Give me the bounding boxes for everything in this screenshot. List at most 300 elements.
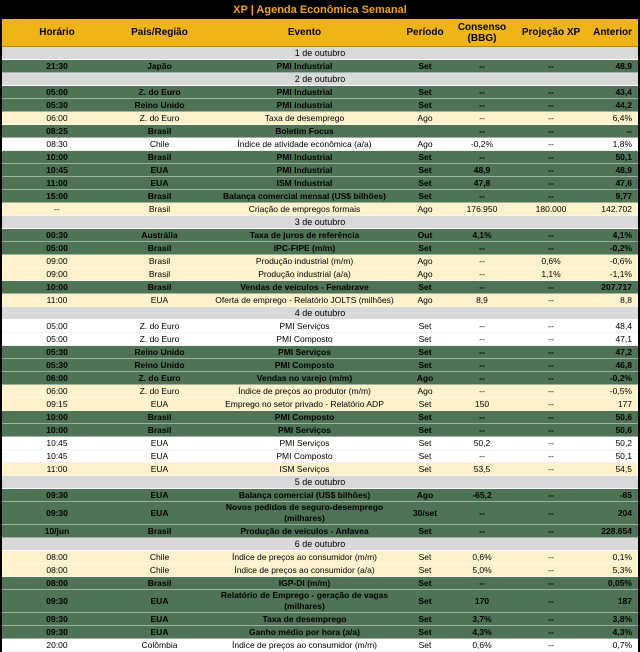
- event-consensus: 8,9: [476, 294, 488, 305]
- column-header-periodo: Período: [406, 27, 444, 38]
- event-consensus: --: [479, 99, 485, 110]
- event-name: Criação de empregos formais: [248, 203, 361, 214]
- event-time: 10:00: [46, 424, 68, 435]
- event-xp-projection: --: [548, 112, 554, 123]
- event-time: 05:30: [46, 359, 68, 370]
- event-time: 11:00: [46, 177, 68, 188]
- event-time: 05:00: [46, 86, 68, 97]
- event-region: EUA: [150, 489, 169, 500]
- event-time: 05:00: [46, 242, 68, 253]
- event-region: EUA: [150, 437, 169, 448]
- column-header-horario: Horário: [39, 27, 75, 38]
- event-time: 06:00: [46, 372, 68, 383]
- table-row: [2, 639, 638, 652]
- event-time: 20:00: [46, 639, 68, 650]
- event-time: 10:45: [46, 437, 68, 448]
- event-region: Brasil: [148, 268, 171, 279]
- event-xp-projection: --: [548, 507, 554, 518]
- event-region: Z. do Euro: [139, 333, 180, 344]
- table-row: [2, 626, 638, 639]
- event-time: 08:30: [46, 138, 68, 149]
- event-consensus: 3,7%: [472, 613, 492, 624]
- event-region: EUA: [150, 463, 169, 474]
- event-xp-projection: --: [548, 577, 554, 588]
- event-xp-projection: --: [548, 164, 554, 175]
- date-section-row: [2, 73, 638, 86]
- event-period: Set: [418, 99, 432, 110]
- event-prior: 3,8%: [612, 613, 632, 624]
- table-row: [2, 489, 638, 502]
- event-period: Set: [418, 398, 432, 409]
- event-consensus: --: [479, 255, 485, 266]
- event-prior: -1,1%: [609, 268, 632, 279]
- event-prior: 54,5: [615, 463, 632, 474]
- event-consensus: 4,1%: [472, 229, 492, 240]
- event-prior: -0,2%: [609, 372, 632, 383]
- table-row: [2, 203, 638, 216]
- event-xp-projection: --: [548, 450, 554, 461]
- event-region: Z. do Euro: [138, 372, 181, 383]
- event-name: PMI Composto: [274, 359, 335, 370]
- column-header-consenso: Consenso (BBG): [457, 21, 507, 44]
- event-period: Set: [418, 551, 432, 562]
- event-consensus: --: [479, 112, 485, 123]
- event-region: Brasil: [147, 125, 172, 136]
- event-period: Set: [418, 346, 432, 357]
- event-time: 05:00: [46, 333, 68, 344]
- event-prior: 50,1: [615, 151, 632, 162]
- event-time: 06:00: [46, 112, 68, 123]
- page-title: XP | Agenda Econômica Semanal: [2, 2, 638, 19]
- event-period: Set: [418, 626, 432, 637]
- event-xp-projection: --: [548, 229, 554, 240]
- event-name: PMI Industrial: [276, 164, 333, 175]
- event-region: Chile: [149, 551, 170, 562]
- event-region: EUA: [150, 507, 169, 518]
- event-period: Set: [418, 164, 432, 175]
- event-consensus: --: [479, 125, 485, 136]
- event-time: 10:00: [46, 151, 68, 162]
- event-region: Z. do Euro: [139, 385, 180, 396]
- event-prior: 47,1: [615, 333, 632, 344]
- event-xp-projection: --: [548, 242, 554, 253]
- event-period: Set: [418, 564, 432, 575]
- event-name: PMI Composto: [276, 333, 333, 344]
- event-xp-projection: --: [548, 551, 554, 562]
- event-name: PMI Serviços: [279, 437, 330, 448]
- event-region: Austrália: [141, 229, 178, 240]
- date-section-label: 1 de outubro: [294, 48, 346, 58]
- event-consensus: --: [479, 190, 485, 201]
- column-header-row: [2, 19, 638, 47]
- event-xp-projection: 1,1%: [541, 268, 561, 279]
- date-section-label: 2 de outubro: [294, 74, 346, 84]
- event-name: Produção industrial (a/a): [258, 268, 351, 279]
- event-xp-projection: --: [548, 424, 554, 435]
- event-consensus: --: [479, 320, 485, 331]
- event-time: 10:00: [46, 411, 68, 422]
- event-period: Set: [418, 359, 432, 370]
- event-xp-projection: --: [548, 359, 554, 370]
- event-consensus: --: [479, 372, 485, 383]
- event-prior: 4,3%: [612, 626, 632, 637]
- table-row: [2, 398, 638, 411]
- event-xp-projection: --: [548, 398, 554, 409]
- event-time: 08:25: [46, 125, 68, 136]
- event-time: 09:00: [46, 255, 68, 266]
- column-header-evento: Evento: [287, 27, 322, 38]
- event-consensus: -65,2: [472, 489, 492, 500]
- event-name: ISM Industrial: [276, 177, 333, 188]
- event-period: Set: [418, 437, 432, 448]
- event-consensus: --: [479, 424, 485, 435]
- event-prior: 8,8: [620, 294, 632, 305]
- event-period: Set: [418, 281, 432, 292]
- event-time: 09:30: [46, 613, 68, 624]
- event-time: 11:00: [46, 463, 68, 474]
- event-time: 05:30: [46, 346, 68, 357]
- event-name: PMI Industrial: [276, 99, 333, 110]
- event-prior: 47,2: [615, 346, 632, 357]
- event-xp-projection: --: [548, 346, 554, 357]
- event-prior: 187: [617, 595, 632, 606]
- table-row: [2, 411, 638, 424]
- event-region: Brasil: [147, 242, 172, 253]
- event-time: 08:00: [46, 577, 68, 588]
- event-name: Índice de preços ao consumidor (a/a): [234, 564, 375, 575]
- event-name: ISM Serviços: [279, 463, 330, 474]
- event-consensus: 47,8: [473, 177, 491, 188]
- event-time: 06:00: [46, 385, 68, 396]
- table-row: [2, 86, 638, 99]
- event-time: 09:30: [46, 489, 68, 500]
- event-xp-projection: --: [548, 385, 554, 396]
- event-period: Ago: [417, 203, 433, 214]
- table-row: [2, 333, 638, 346]
- event-region: EUA: [150, 164, 169, 175]
- table-row: [2, 294, 638, 307]
- event-name: Índice de preços ao consumidor (m/m): [231, 551, 378, 562]
- event-name: PMI Industrial: [276, 60, 333, 71]
- event-prior: 44,2: [615, 99, 632, 110]
- event-consensus: --: [479, 333, 485, 344]
- event-prior: 228.654: [601, 525, 632, 536]
- event-time: 10:45: [46, 450, 68, 461]
- event-prior: 1,8%: [612, 138, 632, 149]
- event-prior: 50,6: [615, 411, 632, 422]
- event-time: --: [54, 203, 60, 214]
- event-period: Set: [418, 613, 432, 624]
- table-row: [2, 551, 638, 564]
- table-row: [2, 268, 638, 281]
- event-name: Balança comercial mensal (US$ bilhões): [223, 190, 386, 201]
- event-period: Ago: [417, 268, 433, 279]
- table-row: [2, 437, 638, 450]
- event-period: Set: [418, 525, 432, 536]
- event-region: Z. do Euro: [138, 86, 181, 97]
- table-row: [2, 125, 638, 138]
- table-row: [2, 99, 638, 112]
- event-region: Brasil: [148, 203, 171, 214]
- event-name: PMI Serviços: [278, 424, 331, 435]
- event-consensus: -0,2%: [470, 138, 494, 149]
- event-xp-projection: --: [548, 639, 554, 650]
- event-name: Taxa de desemprego: [262, 613, 347, 624]
- event-xp-projection: --: [548, 177, 554, 188]
- event-name: Vendas de veículos - Fenabrave: [240, 281, 369, 292]
- event-xp-projection: --: [548, 411, 554, 422]
- event-time: 00:30: [46, 229, 68, 240]
- date-section-row: [2, 307, 638, 320]
- table-row: [2, 463, 638, 476]
- event-region: Chile: [149, 138, 170, 149]
- event-xp-projection: --: [548, 372, 554, 383]
- date-section-row: [2, 47, 638, 60]
- event-name: PMI Composto: [274, 411, 335, 422]
- event-period: Set: [418, 60, 432, 71]
- event-prior: 47,6: [615, 177, 632, 188]
- event-period: Set: [418, 411, 432, 422]
- event-consensus: --: [479, 507, 485, 518]
- event-consensus: 0,6%: [472, 551, 492, 562]
- event-prior: 0,1%: [612, 551, 632, 562]
- event-time: 09:00: [46, 268, 68, 279]
- event-prior: 50,1: [615, 450, 632, 461]
- table-row: [2, 590, 638, 613]
- event-name: Novos pedidos de seguro-desemprego (milhares): [225, 502, 384, 523]
- event-name: Oferta de emprego - Relatório JOLTS (milhões): [215, 294, 394, 305]
- date-section-label: 5 de outubro: [294, 477, 346, 487]
- event-prior: -65: [619, 489, 632, 500]
- event-region: Brasil: [147, 577, 172, 588]
- event-prior: -0,5%: [609, 385, 632, 396]
- event-time: 11:00: [46, 294, 68, 305]
- event-prior: -0,2%: [609, 242, 632, 253]
- event-region: Z. do Euro: [139, 320, 180, 331]
- event-xp-projection: --: [548, 281, 554, 292]
- event-xp-projection: --: [548, 463, 554, 474]
- table-row: [2, 564, 638, 577]
- table-row: [2, 346, 638, 359]
- event-xp-projection: 0,6%: [541, 255, 561, 266]
- event-period: Ago: [417, 112, 433, 123]
- event-region: Brasil: [147, 190, 172, 201]
- event-prior: 50,2: [615, 437, 632, 448]
- table-row: [2, 242, 638, 255]
- event-consensus: --: [479, 60, 485, 71]
- event-name: Taxa de desemprego: [264, 112, 345, 123]
- event-consensus: 150: [474, 398, 490, 409]
- event-prior: 5,3%: [612, 564, 632, 575]
- event-region: Brasil: [147, 281, 172, 292]
- event-region: EUA: [150, 398, 169, 409]
- column-header-pais: País/Região: [131, 27, 188, 38]
- event-prior: 4,1%: [612, 229, 632, 240]
- event-consensus: 53,5: [473, 463, 491, 474]
- event-prior: 43,4: [615, 86, 632, 97]
- event-time: 05:00: [46, 320, 68, 331]
- table-body: [2, 47, 638, 652]
- event-region: EUA: [150, 595, 169, 606]
- table-row: [2, 177, 638, 190]
- event-region: Brasil: [147, 424, 172, 435]
- event-consensus: 170: [474, 595, 490, 606]
- event-region: EUA: [150, 626, 169, 637]
- event-prior: 48,9: [615, 60, 632, 71]
- event-time: 09:30: [46, 507, 68, 518]
- event-xp-projection: --: [548, 595, 554, 606]
- event-period: Set: [418, 190, 432, 201]
- event-region: EUA: [150, 450, 169, 461]
- event-region: Colômbia: [141, 639, 178, 650]
- event-region: Reino Unido: [134, 99, 185, 110]
- event-name: PMI Industrial: [276, 151, 333, 162]
- event-consensus: 176.950: [466, 203, 498, 214]
- event-xp-projection: --: [548, 525, 554, 536]
- event-time: 09:30: [46, 626, 68, 637]
- table-row: [2, 502, 638, 525]
- event-name: Índice de atividade econômica (a/a): [237, 138, 372, 149]
- event-period: Ago: [416, 489, 434, 500]
- event-name: IPC-FIPE (m/m): [273, 242, 336, 253]
- event-period: Set: [418, 242, 432, 253]
- event-period: Set: [418, 320, 432, 331]
- event-period: Ago: [417, 385, 433, 396]
- event-region: Chile: [149, 564, 170, 575]
- column-header-projecao: Projeção XP: [521, 27, 581, 38]
- event-consensus: --: [479, 281, 485, 292]
- date-section-row: [2, 216, 638, 229]
- table-row: [2, 151, 638, 164]
- event-prior: 204: [617, 507, 632, 518]
- event-xp-projection: --: [548, 60, 554, 71]
- event-xp-projection: --: [548, 151, 554, 162]
- table-row: [2, 577, 638, 590]
- event-prior: --: [626, 125, 632, 136]
- event-name: Emprego no setor privado - Relatório ADP: [225, 398, 384, 409]
- event-time: 09:15: [46, 398, 68, 409]
- table-row: [2, 359, 638, 372]
- event-xp-projection: --: [548, 190, 554, 201]
- event-consensus: --: [479, 385, 485, 396]
- event-name: PMI Industrial: [276, 86, 333, 97]
- date-section-label: 6 de outubro: [294, 539, 346, 549]
- table-row: [2, 320, 638, 333]
- event-consensus: 50,2: [473, 437, 491, 448]
- event-xp-projection: --: [548, 320, 554, 331]
- event-region: Reino Unido: [134, 346, 185, 357]
- event-time: 10/jun: [44, 525, 70, 536]
- event-region: EUA: [150, 294, 169, 305]
- event-xp-projection: --: [548, 125, 554, 136]
- event-region: Brasil: [147, 151, 172, 162]
- table-row: [2, 450, 638, 463]
- event-name: Índice de preços ao consumidor (m/m): [231, 639, 378, 650]
- date-section-row: [2, 538, 638, 551]
- event-prior: 177: [617, 398, 632, 409]
- event-period: Set: [418, 333, 432, 344]
- event-name: PMI Serviços: [278, 346, 331, 357]
- event-period: Set: [418, 577, 432, 588]
- event-period: Set: [418, 177, 432, 188]
- event-prior: 207.717: [601, 281, 632, 292]
- event-region: Z. do Euro: [139, 112, 180, 123]
- event-prior: 142.702: [601, 203, 632, 214]
- event-time: 15:00: [46, 190, 68, 201]
- event-xp-projection: --: [548, 333, 554, 344]
- event-region: Brasil: [147, 525, 172, 536]
- event-period: Ago: [417, 255, 433, 266]
- table-row: [2, 164, 638, 177]
- event-consensus: --: [479, 346, 485, 357]
- table-row: [2, 112, 638, 125]
- event-period: 30/set: [412, 507, 438, 518]
- table-row: [2, 385, 638, 398]
- table-row: [2, 229, 638, 242]
- event-region: Japão: [147, 60, 172, 71]
- event-period: Set: [418, 424, 432, 435]
- event-prior: 0,7%: [612, 639, 632, 650]
- table-row: [2, 138, 638, 151]
- table-row: [2, 525, 638, 538]
- event-consensus: --: [479, 359, 485, 370]
- event-consensus: --: [479, 242, 485, 253]
- event-name: Balança comercial (US$ bilhões): [238, 489, 371, 500]
- date-section-row: [2, 476, 638, 489]
- event-prior: 48,4: [615, 320, 632, 331]
- date-section-label: 3 de outubro: [294, 217, 346, 227]
- event-xp-projection: --: [548, 613, 554, 624]
- event-period: Ago: [417, 294, 433, 305]
- event-prior: 50,6: [615, 424, 632, 435]
- event-consensus: --: [479, 525, 485, 536]
- event-consensus: 4,3%: [472, 626, 492, 637]
- event-name: PMI Serviços: [279, 320, 330, 331]
- event-period: Set: [418, 639, 432, 650]
- event-period: Set: [418, 151, 432, 162]
- event-prior: 0,05%: [607, 577, 632, 588]
- event-xp-projection: --: [548, 99, 554, 110]
- event-prior: -0,6%: [609, 255, 632, 266]
- event-period: Set: [418, 86, 432, 97]
- event-time: 09:30: [46, 595, 68, 606]
- event-consensus: --: [479, 151, 485, 162]
- event-name: PMI Composto: [276, 450, 333, 461]
- event-time: 08:00: [46, 551, 68, 562]
- event-xp-projection: --: [548, 626, 554, 637]
- column-header-anterior: Anterior: [593, 27, 632, 38]
- event-xp-projection: --: [548, 86, 554, 97]
- event-xp-projection: --: [548, 564, 554, 575]
- event-name: Produção industrial (m/m): [255, 255, 354, 266]
- event-xp-projection: 180.000: [535, 203, 567, 214]
- event-name: Ganho médio por hora (a/a): [249, 626, 360, 637]
- event-prior: 9,77: [615, 190, 632, 201]
- event-period: Set: [418, 595, 432, 606]
- event-consensus: 48,9: [473, 164, 491, 175]
- event-name: Índice de preços ao produtor (m/m): [238, 385, 371, 396]
- event-xp-projection: --: [548, 437, 554, 448]
- event-name: Relatório de Emprego - geração de vagas (milhares): [220, 590, 389, 611]
- event-region: Reino Unido: [134, 359, 185, 370]
- event-prior: 46,8: [615, 359, 632, 370]
- event-prior: 6,4%: [612, 112, 632, 123]
- event-region: Brasil: [148, 255, 171, 266]
- event-prior: 48,9: [615, 164, 632, 175]
- table-row: [2, 424, 638, 437]
- event-name: Produção de veículos - Anfavea: [240, 525, 369, 536]
- table-row: [2, 281, 638, 294]
